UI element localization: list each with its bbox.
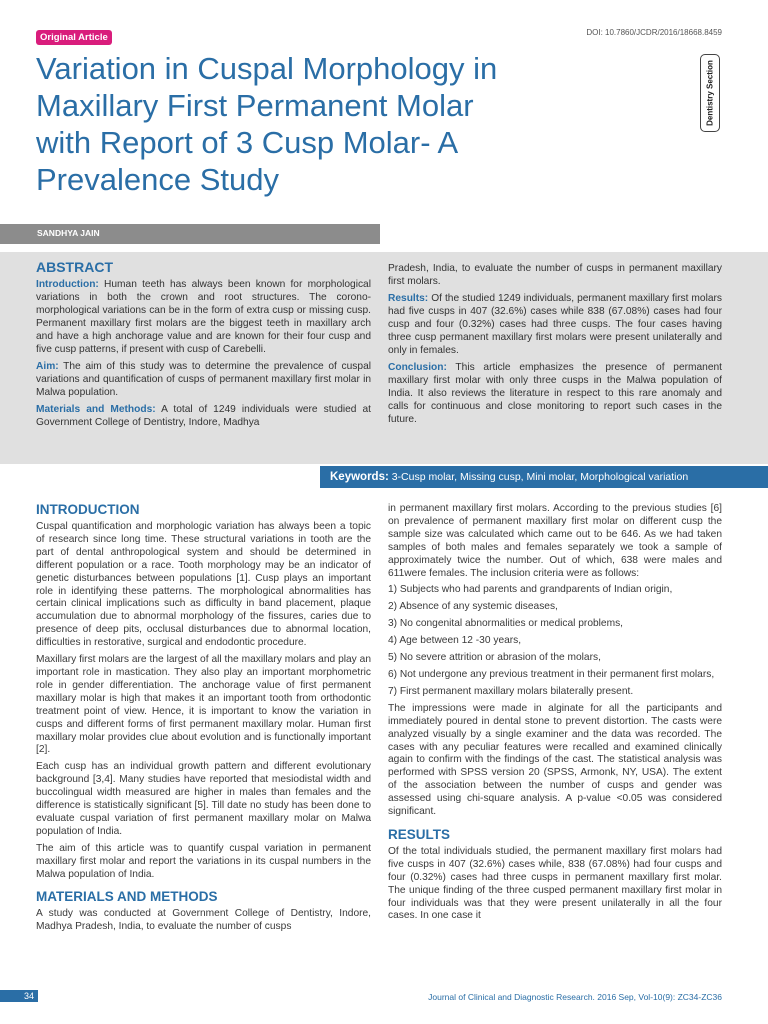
intro-label: Introduction: [36,279,99,290]
introduction-heading: INTRODUCTION [36,502,140,517]
abstract-mm-continued: Pradesh, India, to evaluate the number of cusps in permanent maxillary first molars. [388,263,722,287]
results-heading: RESULTS [388,826,451,842]
doi-text: DOI: 10.7860/JCDR/2016/18668.8459 [586,28,722,37]
results-paragraph: Of the total individuals studied, the permanent maxillary first molars had five cusps in 407 (32.6%) cases while, 838 (67.08%) had four cusps and four (0.32%) cases had three cusps in permanent maxillary first molar. The unique finding of the three cusped permanent maxillary first molar in four individuals was that they were present unilaterally in all the four cases. In one case it [388,845,722,922]
criteria-item: 1) Subjects who had parents and grandparents of Indian origin, [388,584,673,596]
conclusion-text: This article emphasizes the presence of permanent maxillary first molar with only three cusps in the Malwa population of India. It also reviews the literature in respect to this rare anomaly and calls for continuous and close monitoring to report such cases in the future. [388,362,722,425]
conclusion-label: Conclusion: [388,362,447,373]
body-right-column [388,503,722,927]
abstract-heading: ABSTRACT [36,259,113,275]
results-label: Results: [388,293,429,304]
page-number: 34 [0,990,38,1002]
abstract-introduction [36,278,371,356]
materials-methods-paragraph: A study was conducted at Government College of Dentistry, Indore, Madhya Pradesh, India, to evaluate the number of cusps [36,908,371,933]
introduction-paragraph: Maxillary first molars are the largest of all the maxillary molars and play an important role in mastication. They also play an important morphometric role in gender differentiation. The anchorage value of first permanent maxillary molar is high that makes it an important tooth from orthodontic treatment point of view. Hence, it is important to know the variation in cusps and different forms of first permanent maxillary molar. Human first maxillary molar provides clue about evolution and is functionally important [2]. [36,654,371,756]
results-text: Of the studied 1249 individuals, permanent maxillary first molars had five cusps in 407 (32.6%) cases while 838 (67.08%) cases had four cusp and four (0.32%) cases had three cusps. The four cases having three cusp permanent maxillary first molars were present unilaterally and only in females. [388,293,722,356]
intro-text: Human teeth has always been known for morphological variations in both the crown and root structures. The corono-morphological variations can be in the form of extra cusp or missing cusp. Permanent maxillary first molars are the biggest teeth in maxillary arch and have a high anchorage value and are known for their four cusp and five cusp patterns, if present with cusp of Carebelli. [36,279,371,355]
journal-citation: Journal of Clinical and Diagnostic Research. 2016 Sep, Vol-10(9): ZC34-ZC36 [428,992,722,1002]
section-label: Dentistry Section [705,60,715,126]
introduction-paragraph: Each cusp has an individual growth pattern and different evolutionary background [3,4]. Many studies have reported that mesiodistal width and buccolingual width measured are higher in males than females and the difference is statistically significant [5]. Till date no study has been done to evaluate cuspal variation of first permanent maxillary molar on Malwa population of India. [36,761,371,837]
criteria-item: 3) No congenital abnormalities or medical problems, [388,618,623,630]
keywords-bar [320,466,768,488]
mm-text: A total of 1249 individuals were studied at Government College of Dentistry, Indore, Madhya [36,404,371,428]
body-left-column [36,502,371,938]
article-title: Variation in Cuspal Morphology in Maxillary First Permanent Molar with Report of 3 Cusp Molar- A Prevalence Study [36,51,498,197]
abstract-right-column [388,262,722,430]
keywords-text: 3-Cusp molar, Missing cusp, Mini molar, Morphological variation [391,471,689,483]
criteria-item: 7) First permanent maxillary molars bilaterally present. [388,685,634,697]
abstract-conclusion [388,361,722,426]
keywords-label: Keywords: [330,471,389,483]
aim-text: The aim of this study was to determine the prevalence of cuspal variations and quantification of cusps of permanent maxillary first molar in Malwa population. [36,361,371,398]
criteria-item: 2) Absence of any systemic diseases, [388,601,558,613]
materials-methods-heading: MATERIALS AND METHODS [36,889,218,905]
author-name: SANDHYA JAIN [37,228,100,238]
abstract-results [388,292,722,357]
criteria-item: 4) Age between 12 -30 years, [388,635,522,647]
criteria-item: 6) Not undergone any previous treatment in their permanent first molars, [388,668,715,680]
mm-label: Materials and Methods: [36,404,156,415]
materials-methods-paragraph: The impressions were made in alginate for all the participants and immediately poured in dental stone to prevent distortion. The casts were analyzed visually by a single examiner and the data was recorded. The cases with any peculiar features were recalled and examined clinically again to confirm with the findings of the cast. The statistical analysis was performed with SPSS version 20 (SPSS, Armonk, NY, USA). The extent of the association between the number of cusps and gender was assessed using chi-square analysis. A p-value <0.05 was considered significant. [388,702,722,818]
criteria-item: 5) No severe attrition or abrasion of the molars, [388,652,601,664]
materials-methods-paragraph: in permanent maxillary first molars. According to the previous studies [6] on prevalence of permanent maxillary first molar on different cusp the sample size was calculated which came out to be 646. As we had taken samples of both males and females separately we took a sample of approximately twice the number. Out of which, 638 were males and 611were females. The inclusion criteria were as follows: [388,503,722,579]
article-type-badge: Original Article [36,30,112,45]
abstract-left-column [36,259,371,433]
abstract-aim [36,360,371,399]
author-bar [0,224,380,244]
aim-label: Aim: [36,361,59,372]
introduction-paragraph: Cuspal quantification and morphologic variation has always been a topic of research since long time. These structural variations in tooth are the part of dental anthropological system and should be determined in different population or a race. Tooth morphology may be an indicator of genetic disturbances between populations [1]. Cusp plays an important role in identifying these patterns. The morphological abnormalities has certain clinical implications such as difficulty in band placement, plaque accumulation due to abnormal morphology of the fissures, caries due to presence of deep pits, occlusal disturbances due to abnormal location, difficulties in restorative, surgical and endodontic procedure. [36,521,371,649]
abstract-materials-methods [36,403,371,429]
section-tab [700,54,720,132]
introduction-paragraph: The aim of this article was to quantify cuspal variation in permanent maxillary first molar and report the variations in its cuspal numbers in the Malwa population of India. [36,842,371,880]
